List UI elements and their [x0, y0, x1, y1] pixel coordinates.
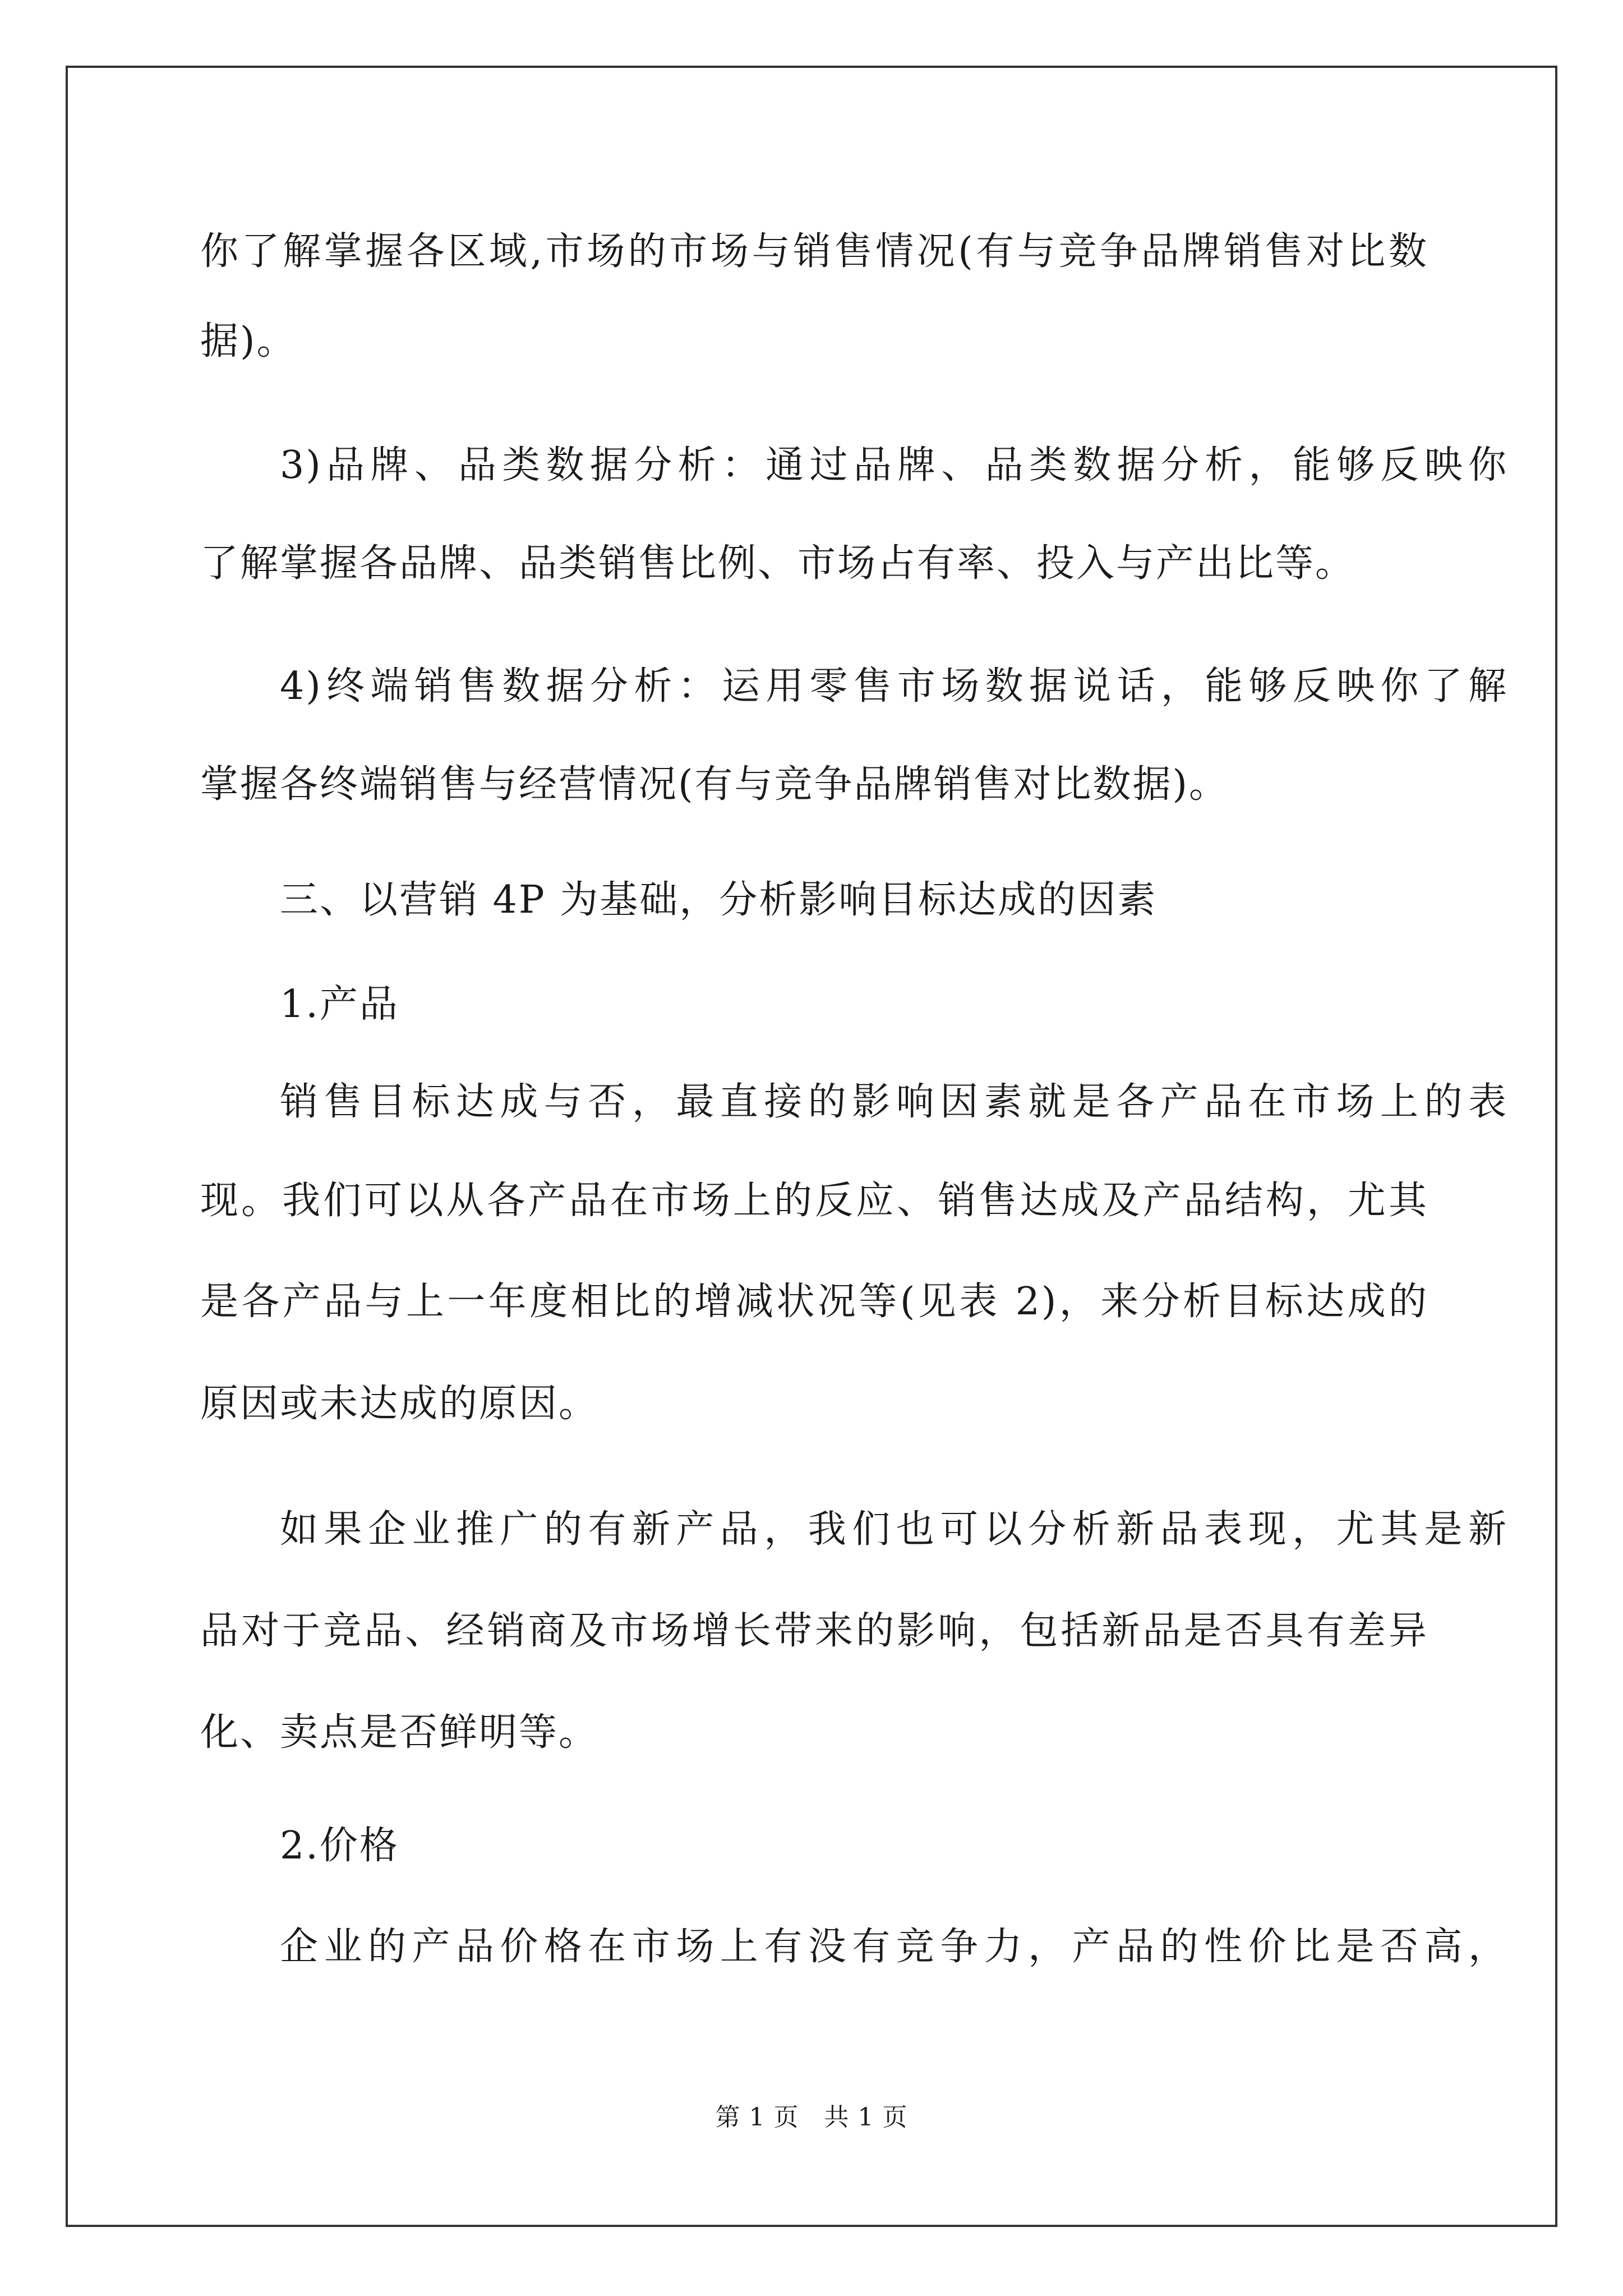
text-line: 现。我们可以从各产品在市场上的反应、销售达成及产品结构，尤其: [200, 1179, 1428, 1223]
text-line: 掌握各终端销售与经营情况(有与竞争品牌销售对比数据)。: [200, 762, 1229, 807]
text-line: 3)品牌、品类数据分析：通过品牌、品类数据分析，能够反映你: [280, 443, 1508, 487]
text-line: 是各产品与上一年度相比的增减状况等(见表 2)，来分析目标达成的: [200, 1280, 1428, 1324]
text-line: 了解掌握各品牌、品类销售比例、市场占有率、投入与产出比等。: [200, 541, 1355, 586]
text-line: 你了解掌握各区域,市场的市场与销售情况(有与竞争品牌销售对比数: [200, 229, 1428, 274]
page-border: [66, 66, 1557, 2227]
text-line: 如果企业推广的有新产品，我们也可以分析新品表现，尤其是新: [280, 1507, 1508, 1552]
text-line: 原因或未达成的原因。: [200, 1382, 599, 1426]
text-line: 化、卖点是否鲜明等。: [200, 1710, 599, 1755]
page-footer: 第 1 页 共 1 页: [715, 2103, 908, 2132]
text-line: 据)。: [200, 319, 297, 364]
subsection-heading: 2.价格: [280, 1824, 399, 1868]
text-line: 4)终端销售数据分析：运用零售市场数据说话，能够反映你了解: [280, 664, 1508, 708]
text-line: 销售目标达成与否，最直接的影响因素就是各产品在市场上的表: [280, 1080, 1508, 1124]
subsection-heading: 1.产品: [280, 982, 399, 1027]
text-line: 企业的产品价格在市场上有没有竞争力，产品的性价比是否高，: [280, 1925, 1508, 1969]
text-line: 品对于竞品、经销商及市场增长带来的影响，包括新品是否具有差异: [200, 1609, 1428, 1653]
section-heading: 三、以营销 4P 为基础，分析影响目标达成的因素: [280, 878, 1158, 922]
